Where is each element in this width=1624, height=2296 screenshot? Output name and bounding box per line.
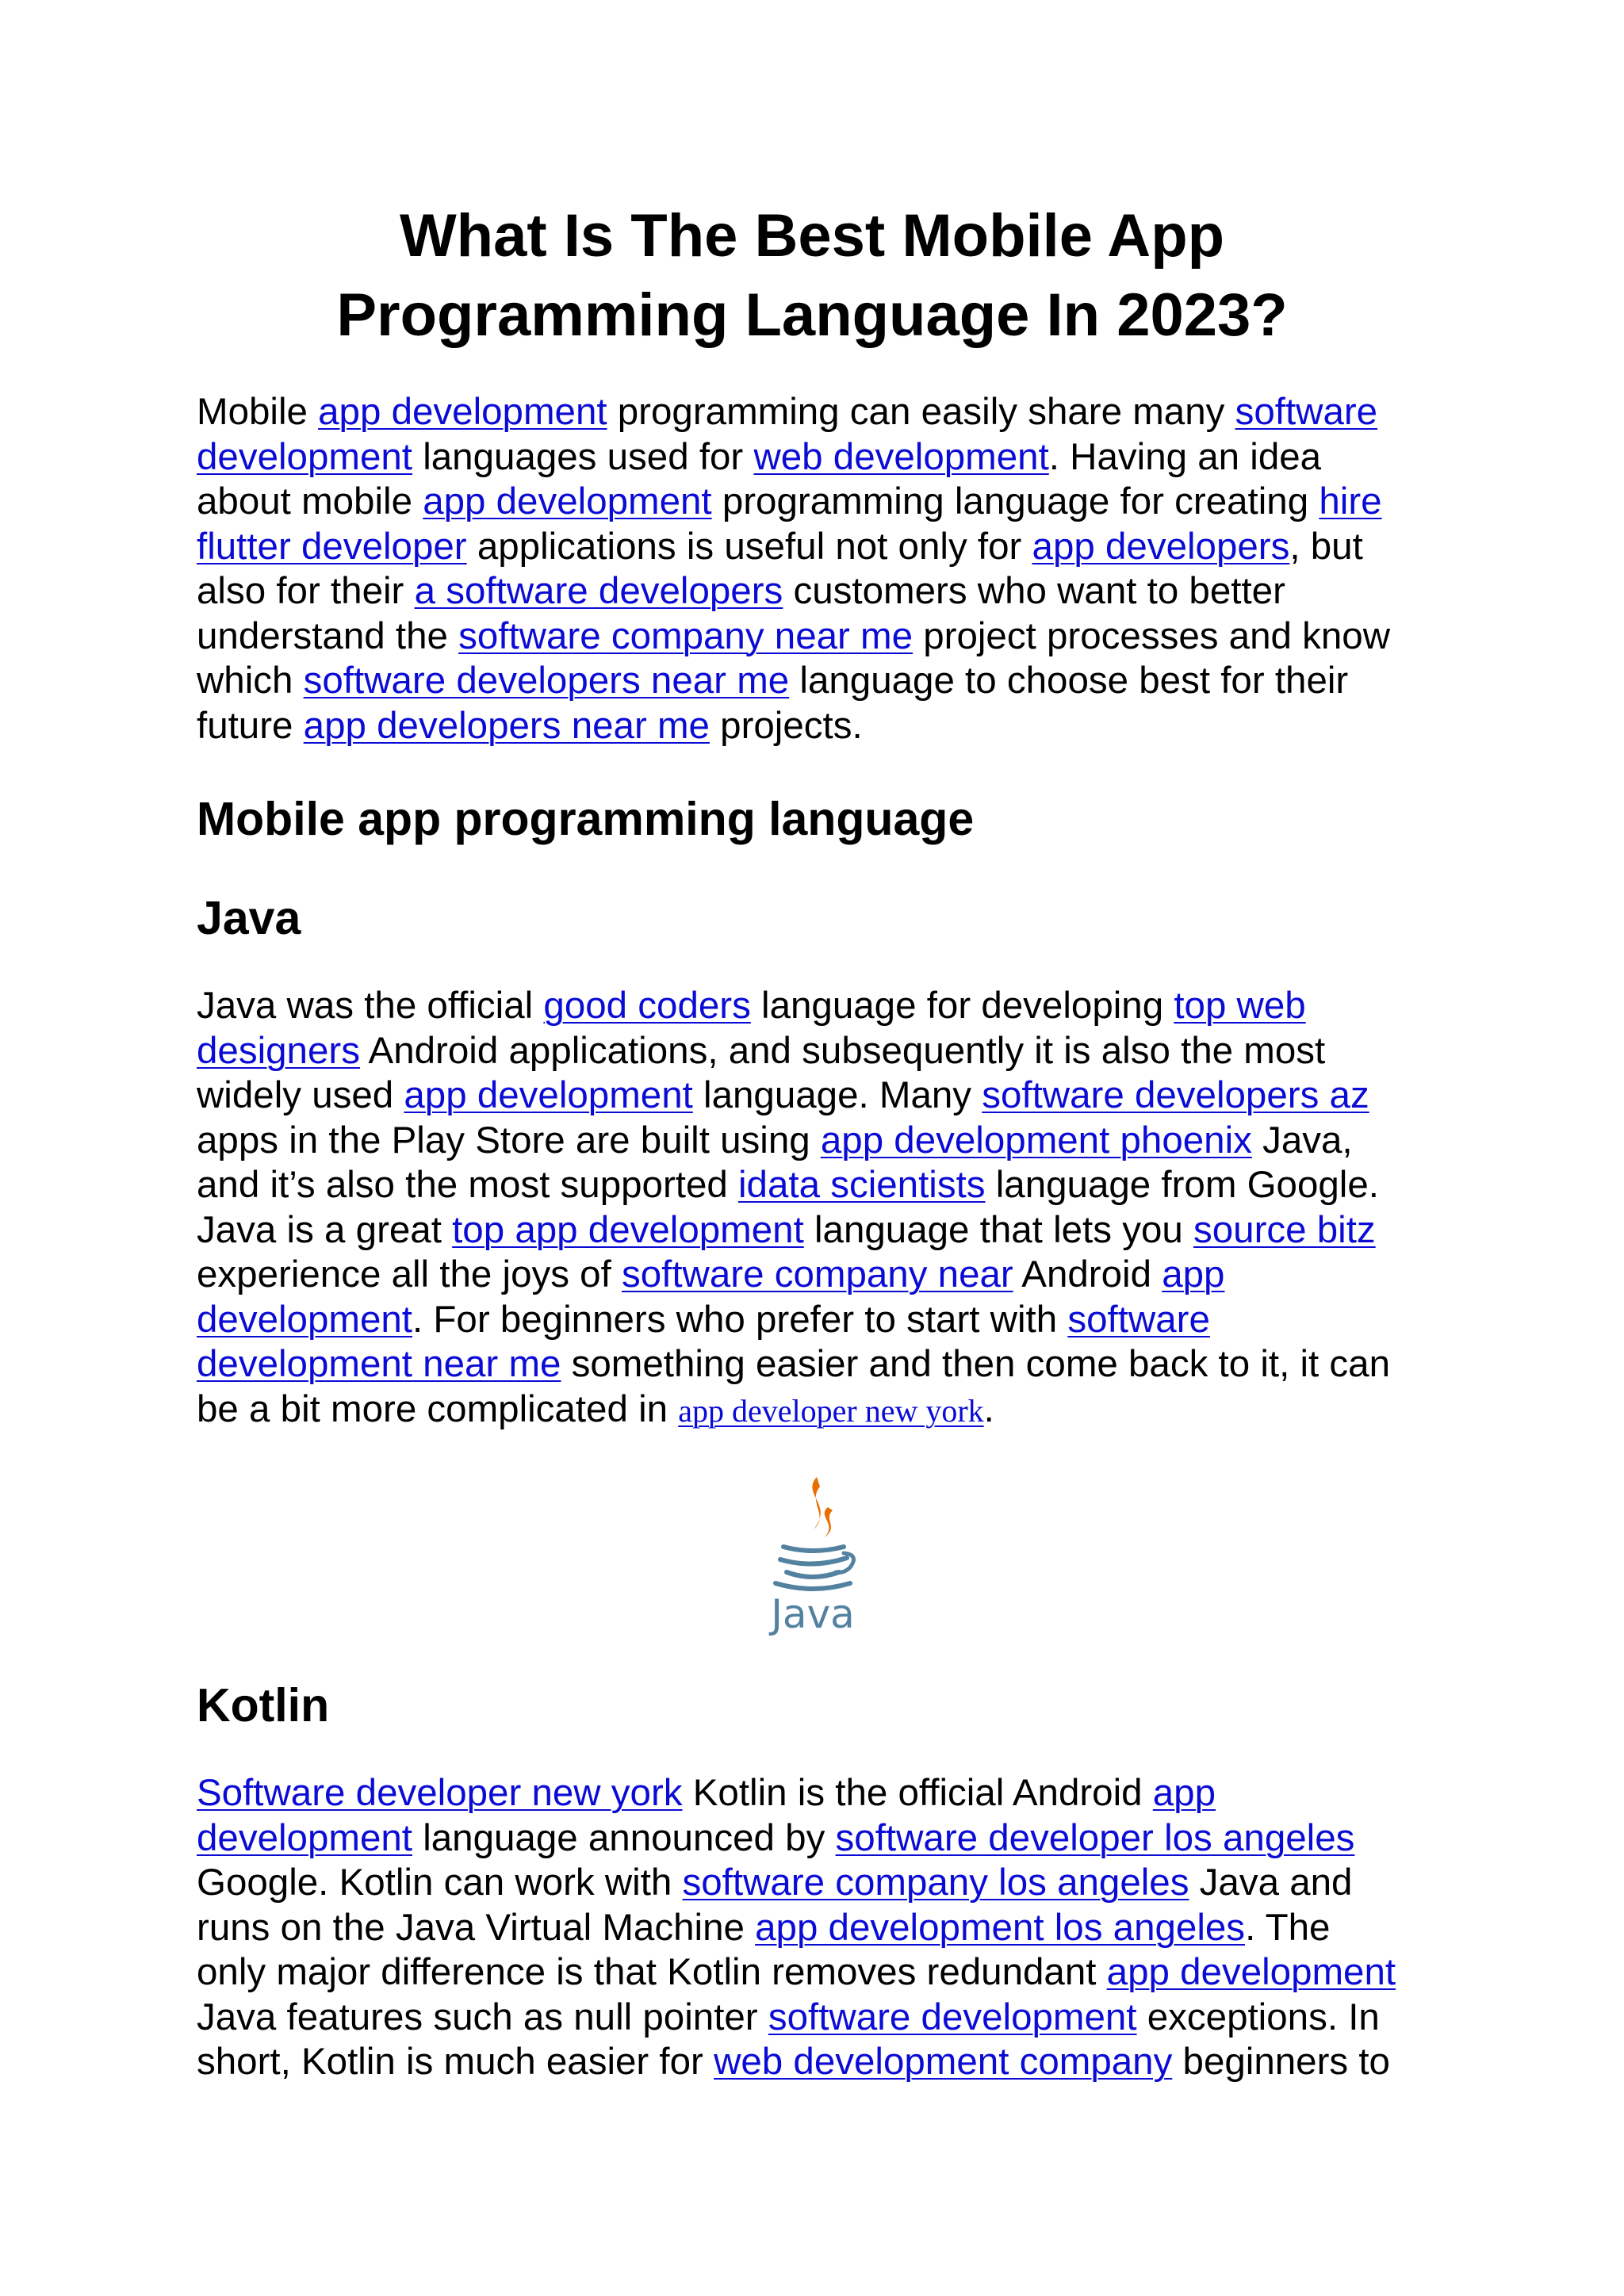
paragraph-line — [197, 480, 1434, 525]
paragraph-line — [197, 390, 1434, 435]
text-run: about mobile — [197, 480, 423, 522]
paragraph-line — [197, 1771, 1434, 1816]
paragraph-line — [197, 614, 1434, 660]
heading-mobile-app-programming-language: Mobile app programming language — [197, 793, 975, 845]
inline-link[interactable]: designers — [197, 1029, 360, 1072]
inline-link[interactable]: flutter developer — [197, 525, 467, 568]
text-run: languages used for — [412, 435, 754, 478]
text-run: something easier and then come back to it, it can — [561, 1343, 1391, 1385]
text-run: Android applications, and subsequently it is also the most — [359, 1029, 1326, 1072]
paragraph-line — [197, 569, 1434, 614]
text-run: experience all the joys of — [197, 1253, 622, 1295]
paragraph-line — [197, 1342, 1434, 1387]
inline-link[interactable]: web development — [753, 435, 1049, 478]
paragraph-line — [197, 1119, 1434, 1164]
inline-link[interactable]: software developer los angeles — [835, 1816, 1355, 1859]
text-run: language for developing — [750, 985, 1174, 1027]
text-run: which — [197, 660, 304, 702]
inline-link[interactable]: development — [197, 1816, 412, 1859]
java-logo-text: Java — [771, 1591, 855, 1637]
inline-link[interactable]: software — [1067, 1298, 1210, 1341]
java-coffee-cup-icon — [761, 1471, 864, 1637]
inline-link[interactable]: app — [1152, 1772, 1216, 1814]
text-run: language. Many — [692, 1074, 982, 1116]
inline-link[interactable]: software company near — [622, 1253, 1013, 1295]
paragraph-line — [197, 1073, 1434, 1119]
java-paragraph — [197, 984, 1434, 1433]
text-run: language to choose best for their — [789, 660, 1349, 702]
paragraph-line — [197, 1387, 1434, 1434]
inline-link[interactable]: app developers — [1032, 525, 1290, 568]
inline-link[interactable]: app development phoenix — [820, 1119, 1252, 1161]
inline-link[interactable]: app development — [1106, 1951, 1396, 1993]
inline-link[interactable]: web development company — [714, 2041, 1173, 2083]
inline-link[interactable]: top app development — [452, 1208, 804, 1251]
text-run: Android — [1013, 1253, 1162, 1295]
inline-link[interactable]: app development — [423, 480, 712, 522]
text-run: Java is a great — [197, 1208, 453, 1251]
paragraph-line — [197, 1208, 1434, 1253]
inline-link[interactable]: a software developers — [414, 570, 783, 612]
paragraph-line — [197, 1906, 1434, 1951]
inline-link[interactable]: development — [197, 1298, 412, 1341]
inline-link[interactable]: app developers near me — [303, 704, 710, 747]
text-run: and it’s also the most supported — [197, 1164, 738, 1206]
title-line-1: What Is The Best Mobile App — [399, 202, 1225, 270]
text-run: programming can easily share many — [607, 391, 1235, 433]
text-run: Java features such as null pointer — [197, 1996, 768, 2038]
text-run: . The — [1245, 1906, 1331, 1949]
inline-link[interactable]: software developers near me — [303, 660, 790, 702]
paragraph-line — [197, 1816, 1434, 1862]
text-run: customers who want to better — [783, 570, 1285, 612]
inline-link[interactable]: app development — [404, 1074, 693, 1116]
inline-link[interactable]: app development los angeles — [755, 1906, 1246, 1949]
text-run: Google. Kotlin can work with — [197, 1862, 683, 1904]
inline-link[interactable]: hire — [1319, 480, 1382, 522]
text-run: project processes and know — [913, 614, 1391, 657]
text-run: runs on the Java Virtual Machine — [197, 1906, 756, 1949]
paragraph-line — [197, 1163, 1434, 1208]
text-run: . — [983, 1387, 994, 1430]
paragraph-line — [197, 1950, 1434, 1996]
paragraph-line — [197, 659, 1434, 704]
text-run: Java and — [1189, 1862, 1353, 1904]
text-run: , but — [1289, 525, 1363, 568]
text-run: widely used — [197, 1074, 404, 1116]
inline-link[interactable]: app development — [318, 391, 607, 433]
inline-link[interactable]: source bitz — [1193, 1208, 1376, 1251]
kotlin-paragraph — [197, 1771, 1434, 2085]
inline-link[interactable]: top web — [1174, 985, 1306, 1027]
page-title — [159, 197, 1465, 355]
text-run: Java was the official — [197, 985, 544, 1027]
text-run: future — [197, 704, 304, 747]
inline-link[interactable]: software developers az — [982, 1074, 1369, 1116]
text-run: . For beginners who prefer to start with — [412, 1298, 1068, 1341]
title-line-2: Programming Language In 2023? — [336, 281, 1288, 349]
java-logo — [761, 1471, 864, 1637]
inline-link[interactable]: software company los angeles — [682, 1862, 1189, 1904]
paragraph-line — [197, 1029, 1434, 1074]
inline-link[interactable]: software development — [768, 1996, 1137, 2038]
text-run: exceptions. In — [1136, 1996, 1380, 2038]
text-run: programming language for creating — [711, 480, 1320, 522]
text-run: understand the — [197, 614, 459, 657]
intro-paragraph — [197, 390, 1434, 748]
paragraph-line — [197, 1298, 1434, 1343]
heading-kotlin: Kotlin — [197, 1679, 330, 1732]
inline-link[interactable]: software company near me — [458, 614, 914, 657]
text-run: applications is useful not only for — [466, 525, 1032, 568]
paragraph-line — [197, 1861, 1434, 1906]
text-run: projects. — [709, 704, 863, 747]
inline-link[interactable]: software — [1235, 391, 1378, 433]
text-run: be a bit more complicated in — [197, 1387, 679, 1430]
paragraph-line — [197, 984, 1434, 1029]
inline-link[interactable]: app — [1162, 1253, 1225, 1295]
paragraph-line — [197, 704, 1434, 749]
inline-link[interactable]: app developer new york — [678, 1392, 984, 1429]
inline-link[interactable]: development near me — [197, 1343, 561, 1385]
text-run: also for their — [197, 570, 415, 612]
inline-link[interactable]: development — [197, 435, 412, 478]
text-run: language announced by — [412, 1816, 836, 1859]
paragraph-line — [197, 1996, 1434, 2041]
text-run: . Having an idea — [1048, 435, 1322, 478]
paragraph-line — [197, 1253, 1434, 1298]
text-run: language from Google. — [985, 1164, 1379, 1206]
paragraph-line — [197, 435, 1434, 480]
paragraph-line — [197, 525, 1434, 570]
text-run: short, Kotlin is much easier for — [197, 2041, 714, 2083]
text-run: Java, — [1251, 1119, 1353, 1161]
inline-link[interactable]: Software developer new york — [197, 1772, 683, 1814]
text-run: apps in the Play Store are built using — [197, 1119, 821, 1161]
heading-java: Java — [197, 892, 301, 944]
text-run: only major difference is that Kotlin removes redundant — [197, 1951, 1107, 1993]
inline-link[interactable]: idata scientists — [738, 1164, 986, 1206]
text-run: beginners to — [1172, 2041, 1390, 2083]
inline-link[interactable]: good coders — [543, 985, 751, 1027]
text-run: Mobile — [197, 391, 319, 433]
text-run: language that lets you — [803, 1208, 1193, 1251]
text-run: Kotlin is the official Android — [682, 1772, 1153, 1814]
paragraph-line — [197, 2040, 1434, 2085]
